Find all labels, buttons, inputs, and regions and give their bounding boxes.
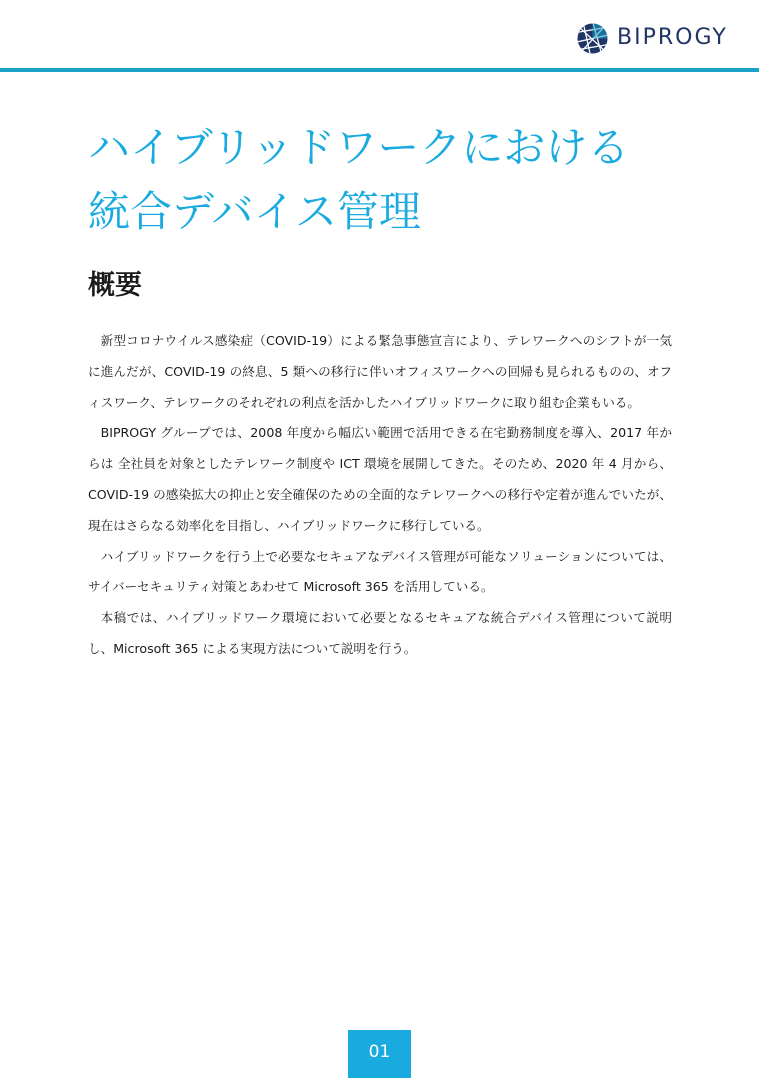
title-line-2: 統合デバイス管理 — [88, 187, 422, 236]
paragraph-1: 新型コロナウイルス感染症（COVID-19）による緊急事態宣言により、テレワークへのシフトが一気に進んだが、COVID-19 の終息、5 類への移行に伴いオフィスワークへの回帰も見られるものの、オフィスワーク、テレワークのそれぞれの利点を活かしたハイブリッドワークに取り組む企業もいる。 — [88, 333, 672, 410]
page-header — [0, 0, 759, 70]
paragraph-4: 本稿では、ハイブリッドワーク環境において必要となるセキュアな統合デバイス管理について説明し、Microsoft 365 による実現方法について説明を行う。 — [88, 610, 672, 656]
header-divider — [0, 68, 759, 72]
body-text — [88, 326, 672, 665]
page-number-badge: 01 — [348, 1030, 411, 1078]
title-line-1: ハイブリッドワークにおける — [88, 123, 630, 172]
section-heading: 概要 — [88, 270, 142, 301]
paragraph-2: BIPROGY グループでは、2008 年度から幅広い範囲で活用できる在宅勤務制度を導入、2017 年からは 全社員を対象としたテレワーク制度や ICT 環境を展開してきた。そのため、2020 年 4 月から、COVID-19 の感染拡大の抑止と安全確保のための全面的なテレワークへの移行や定着が進んでいたが、現在はさらなる効率化を目指し、ハイブリッドワークに移行している。 — [88, 425, 672, 533]
company-logo — [577, 22, 728, 54]
document-title — [88, 116, 629, 244]
biprogy-globe-icon — [577, 23, 608, 54]
logo-wordmark: BIPROGY — [617, 25, 728, 50]
paragraph-3: ハイブリッドワークを行う上で必要なセキュアなデバイス管理が可能なソリューションについては、サイバーセキュリティ対策とあわせて Microsoft 365 を活用している。 — [88, 548, 672, 595]
